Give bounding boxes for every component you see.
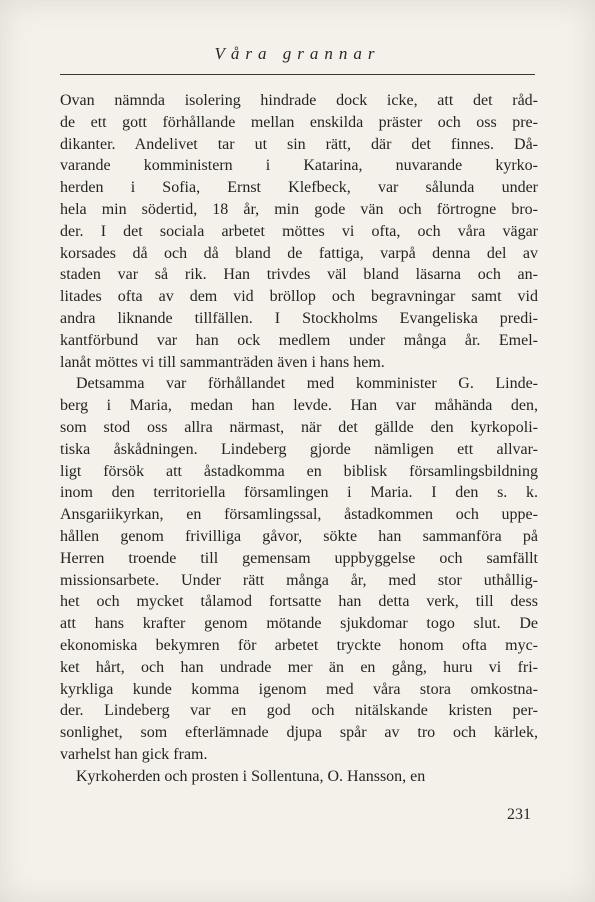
text-line: der. Lindeberg var en god och nitälskande kristen per- [60,702,538,720]
paragraph [60,766,538,788]
text-line: het och mycket tålamod fortsatte han detta verk, till dess [60,593,538,611]
text-line: ekonomiska bekymren för arbetet tryckte honom ofta myc- [60,636,538,654]
text-line: tiska åskådningen. Lindeberg gjorde nämligen ett allvar- [60,440,538,458]
text-line: kantförbund var han ock medlem under många år. Emel- [60,331,538,349]
text-line: att hans krafter genom mötande sjukdomar togo slut. De [60,615,538,633]
text-line: varande komministern i Katarina, nuvarande kyrko- [60,157,538,175]
text-line: berg i Maria, medan han levde. Han var måhända den, [60,397,538,415]
text-line: korsades då och då bland de fattiga, varpå denna del av [60,244,538,262]
text-line: litades ofta av dem vid bröllop och begravningar samt vid [60,288,538,306]
text-line: som stod oss allra närmast, när det gällde den kyrkopoli- [60,418,538,436]
running-title: Våra grannar [214,44,381,63]
text-line: varhelst han gick fram. [60,745,208,763]
text-line: de ett gott förhållande mellan enskilda präster och oss pre- [60,113,538,131]
text-line: missionsarbete. Under rätt många år, med stor uthållig- [60,571,538,589]
text-line: ket hårt, och han undrade mer än en gång, huru vi fri- [60,658,538,676]
text-line: herden i Sofia, Ernst Klefbeck, var sålunda under [60,179,538,197]
text-line: Kyrkoherden och prosten i Sollentuna, O. Hansson, en [76,767,426,785]
text-line: sonlighet, som efterlämnade djupa spår av tro och kärlek, [60,724,538,742]
text-line: lanåt möttes vi till sammanträden även i hans hem. [60,353,385,371]
text-line: ligt försök att åstadkomma en biblisk församlingsbildning [60,462,538,480]
text-line: kyrkliga kunde komma igenom med våra stora omkostna- [60,680,538,698]
paragraph [60,90,538,373]
text-line: Herren troende till gemensam uppbyggelse och samfällt [60,549,538,567]
text-line: hållen genom frivilliga gåvor, sökte han sammanföra på [60,527,538,545]
text-line: hela min södertid, 18 år, min gode vän och förtrogne bro- [60,200,538,218]
text-line: inom den territoriella församlingen i Maria. I den s. k. [60,484,538,502]
text-line: der. I det sociala arbetet möttes vi ofta, och våra vägar [60,222,538,240]
text-line: staden var så rik. Han trivdes väl bland läsarna och an- [60,266,538,284]
text-line: Ansgariikyrkan, en församlingssal, åstadkommen och uppe- [60,506,538,524]
text-line: Ovan nämnda isolering hindrade dock icke, att det råd- [60,92,538,109]
body-text [60,90,538,788]
paragraph [60,373,538,765]
text-line: Detsamma var förhållandet med komminister G. Linde- [76,375,538,393]
page-number: 231 [507,806,531,823]
text-line: dikanter. Andelivet tar ut sin rätt, där det finnes. Då- [60,135,538,153]
header-rule [60,74,535,75]
text-line: andra liknande tillfällen. I Stockholms Evangeliska predi- [60,309,538,327]
